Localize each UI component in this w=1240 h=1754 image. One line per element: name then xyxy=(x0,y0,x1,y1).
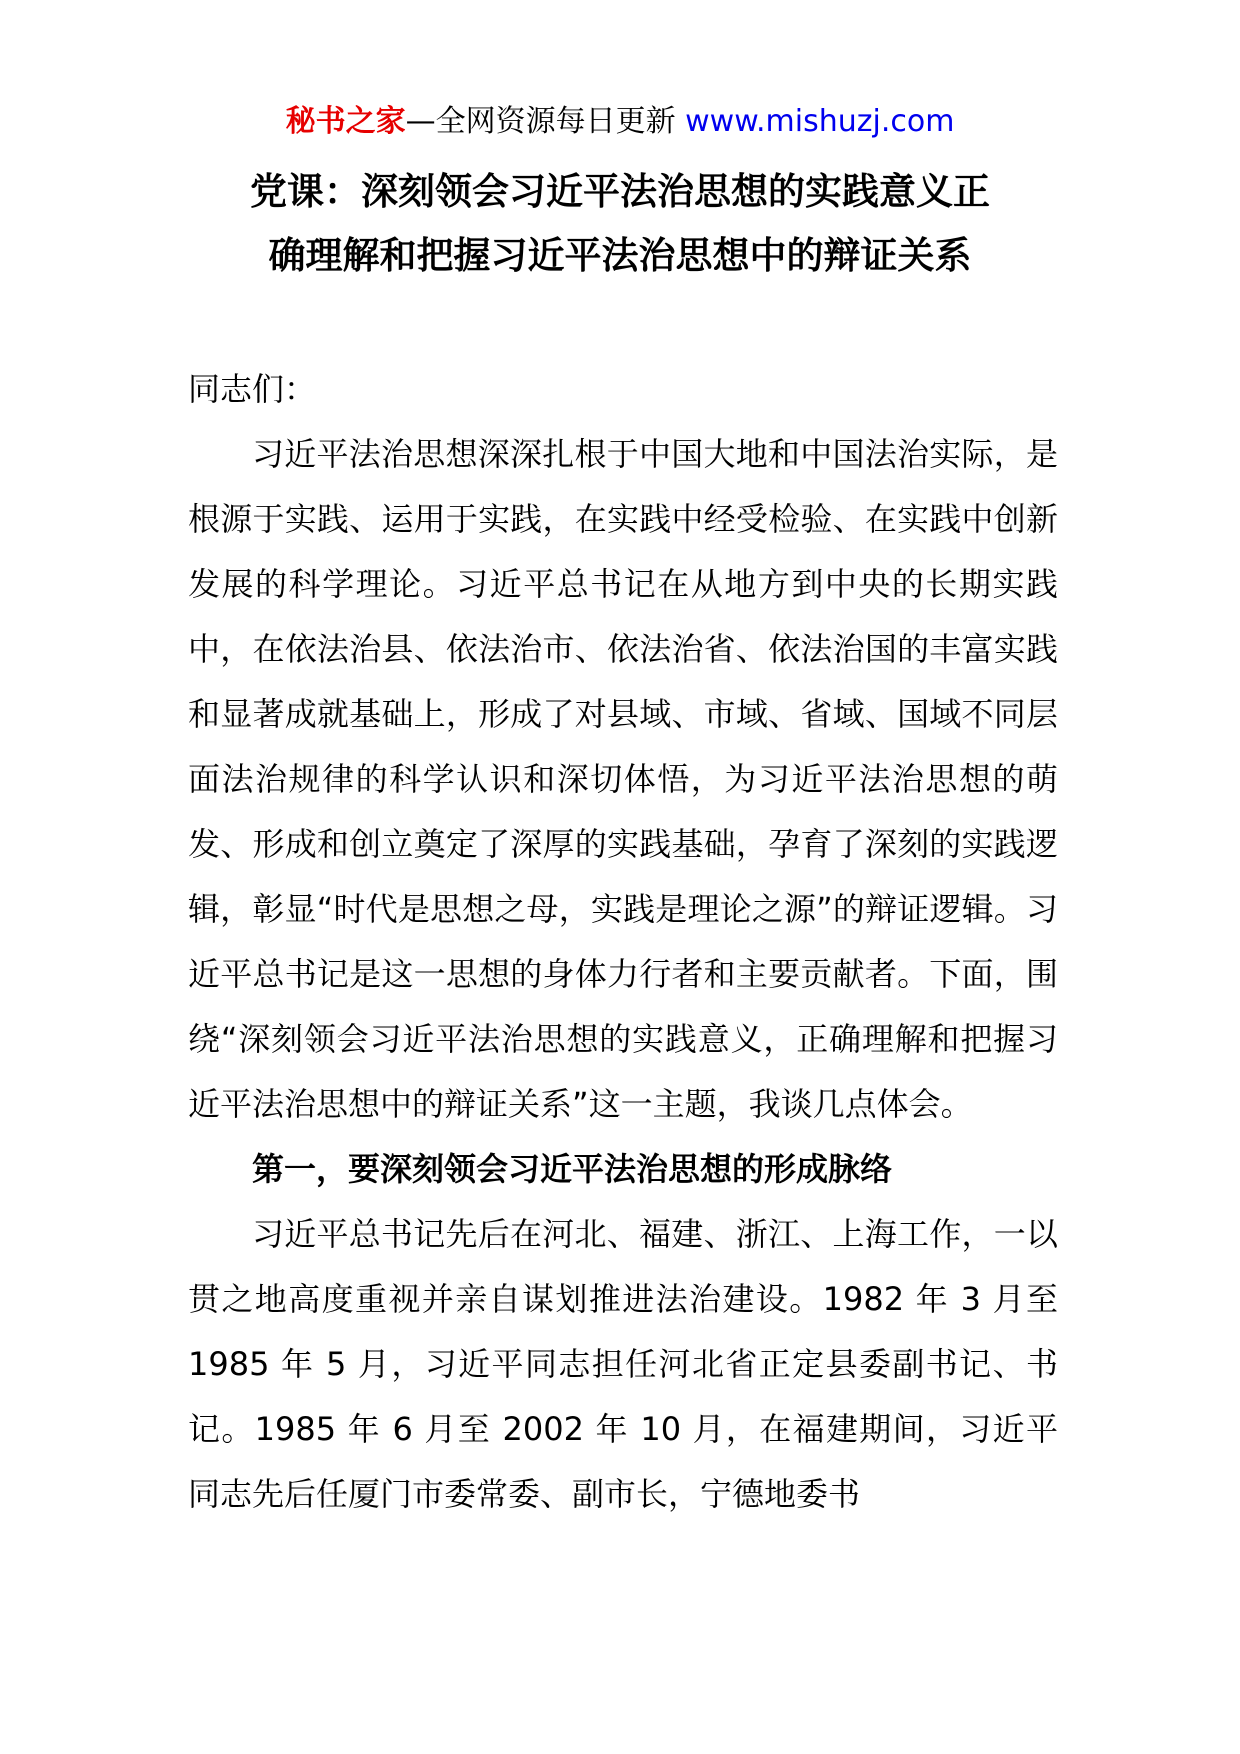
site-tagline: —全网资源每日更新 xyxy=(405,104,676,139)
document-title xyxy=(160,160,1080,288)
site-brand: 秘书之家 xyxy=(285,104,406,139)
document-title-line-1: 党课：深刻领会习近平法治思想的实践意义正 xyxy=(250,170,990,213)
site-header-banner xyxy=(0,100,1240,144)
salutation: 同志们： xyxy=(188,370,317,408)
body-paragraph-1: 习近平法治思想深深扎根于中国大地和中国法治实际，是根源于实践、运用于实践，在实践中经受检验、在实践中创新发展的科学理论。习近平总书记在从地方到中央的长期实践中，在依法治县、依法治市、依法治省、依法治国的丰富实践和显著成就基础上，形成了对县域、市域、省域、国域不同层面法治规律的科学认识和深切体悟，为习近平法治思想的萌发、形成和创立奠定了深厚的实践基础，孕育了深刻的实践逻辑，彰显“时代是思想之母，实践是理论之源”的辩证逻辑。习近平总书记是这一思想的身体力行者和主要贡献者。下面，围绕“深刻领会习近平法治思想的实践意义，正确理解和把握习近平法治思想中的辩证关系”这一主题，我谈几点体会。 xyxy=(188,435,1058,1123)
body-paragraph-2: 习近平总书记先后在河北、福建、浙江、上海工作，一以贯之地高度重视并亲自谋划推进法治建设。1982 年 3 月至 1985 年 5 月，习近平同志担任河北省正定县委副书记、书记。1985 年 6 月至 2002 年 10 月，在福建期间，习近平同志先后任厦门市委常委、副市长，宁德地委书 xyxy=(188,1215,1058,1513)
document-body xyxy=(188,357,1058,1527)
section-heading-1: 第一，要深刻领会习近平法治思想的形成脉络 xyxy=(252,1150,893,1188)
site-url-link[interactable]: www.mishuzj.com xyxy=(685,104,955,139)
document-title-line-2: 确理解和把握习近平法治思想中的辩证关系 xyxy=(268,234,972,277)
